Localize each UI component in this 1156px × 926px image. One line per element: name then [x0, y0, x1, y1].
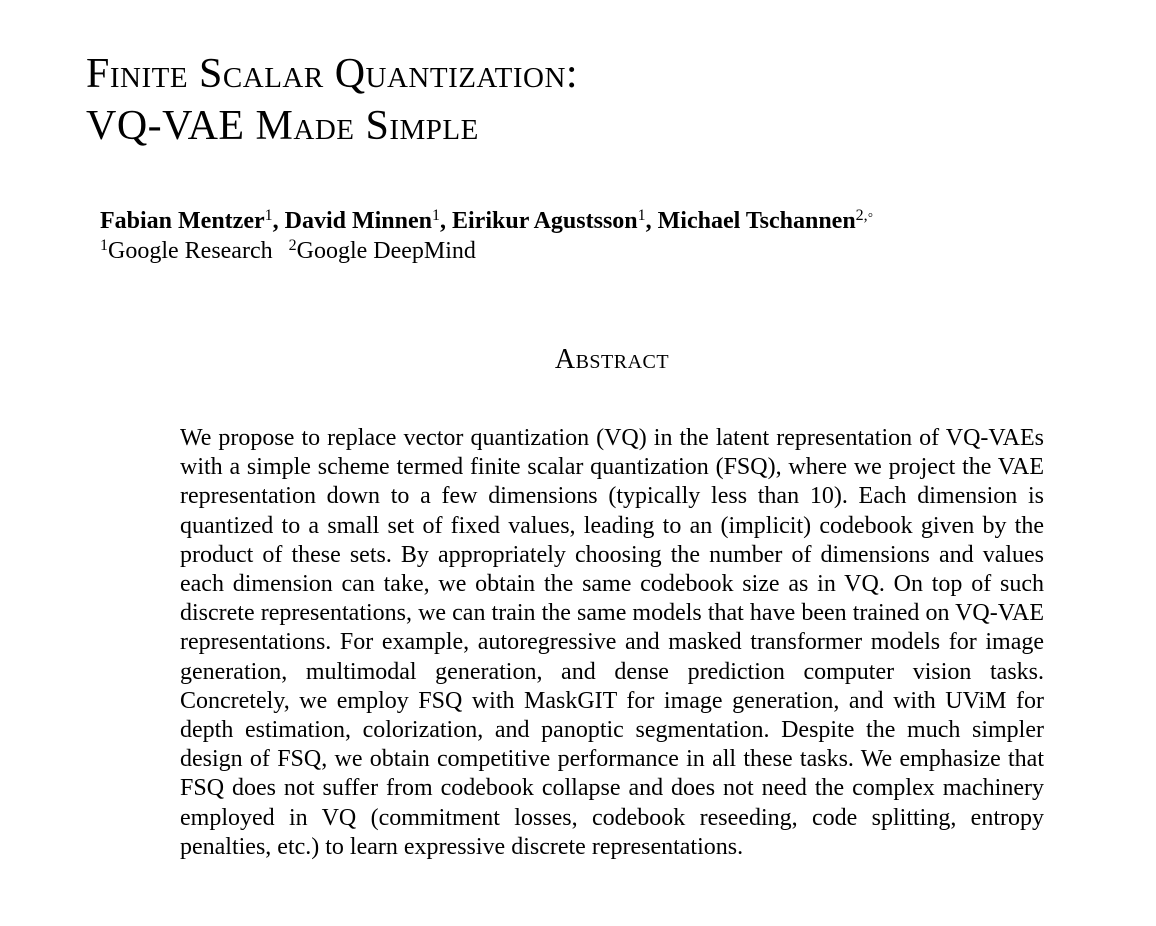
author-name: Michael Tschannen	[657, 208, 856, 234]
author-list	[100, 206, 873, 236]
abstract-heading: Abstract	[554, 344, 670, 375]
affiliation-list	[100, 236, 873, 266]
author-affiliation-mark: 1	[264, 207, 273, 224]
author-affiliation-mark: 2,◦	[855, 207, 874, 224]
author-name: Fabian Mentzer	[100, 208, 265, 234]
paper-title-line-1: Finite Scalar Quantization:	[86, 51, 579, 97]
author-separator: ,	[645, 208, 658, 234]
paper-title	[86, 48, 578, 152]
author-separator: ,	[272, 208, 285, 234]
author-separator: ,	[440, 208, 452, 234]
author-affiliation-mark: 1	[432, 207, 440, 224]
abstract-text: We propose to replace vector quantization (VQ) in the latent representation of VQ-VAEs with a simple scheme termed finite scalar quantization (FSQ), where we project the VAE representation down to a few dimensions (typically less than 10). Each dimension is quantized to a small set of fixed values, leading to an (implicit) codebook given by the product of these sets. By appropriately choosing the number of dimensions and values each dimension can take, we obtain the same codebook size as in VQ. On top of such discrete representations, we can train the same models that have been trained on VQ-VAE representations. For example, autoregressive and masked transformer models for image generation, multimodal generation, and dense prediction computer vision tasks. Concretely, we employ FSQ with MaskGIT for image generation, and with UViM for depth estimation, colorization, and panoptic segmentation. Despite the much simpler design of FSQ, we obtain competitive performance in all these tasks. We emphasize that FSQ does not suffer from codebook collapse and does not need the complex machinery employed in VQ (commitment losses, codebook reseeding, code splitting, entropy penalties, etc.) to learn expressive discrete representations.	[180, 425, 1044, 860]
affiliation-name: Google DeepMind	[296, 238, 476, 264]
author-name: David Minnen	[284, 208, 432, 234]
affiliation-mark: 2	[288, 237, 297, 254]
affiliation-mark: 1	[100, 237, 108, 254]
author-name: Eirikur Agustsson	[452, 208, 638, 234]
paper-title-line-2: VQ-VAE Made Simple	[86, 103, 479, 149]
author-block	[100, 206, 873, 266]
affiliation-name: Google Research	[108, 238, 273, 264]
author-affiliation-mark: 1	[637, 207, 646, 224]
